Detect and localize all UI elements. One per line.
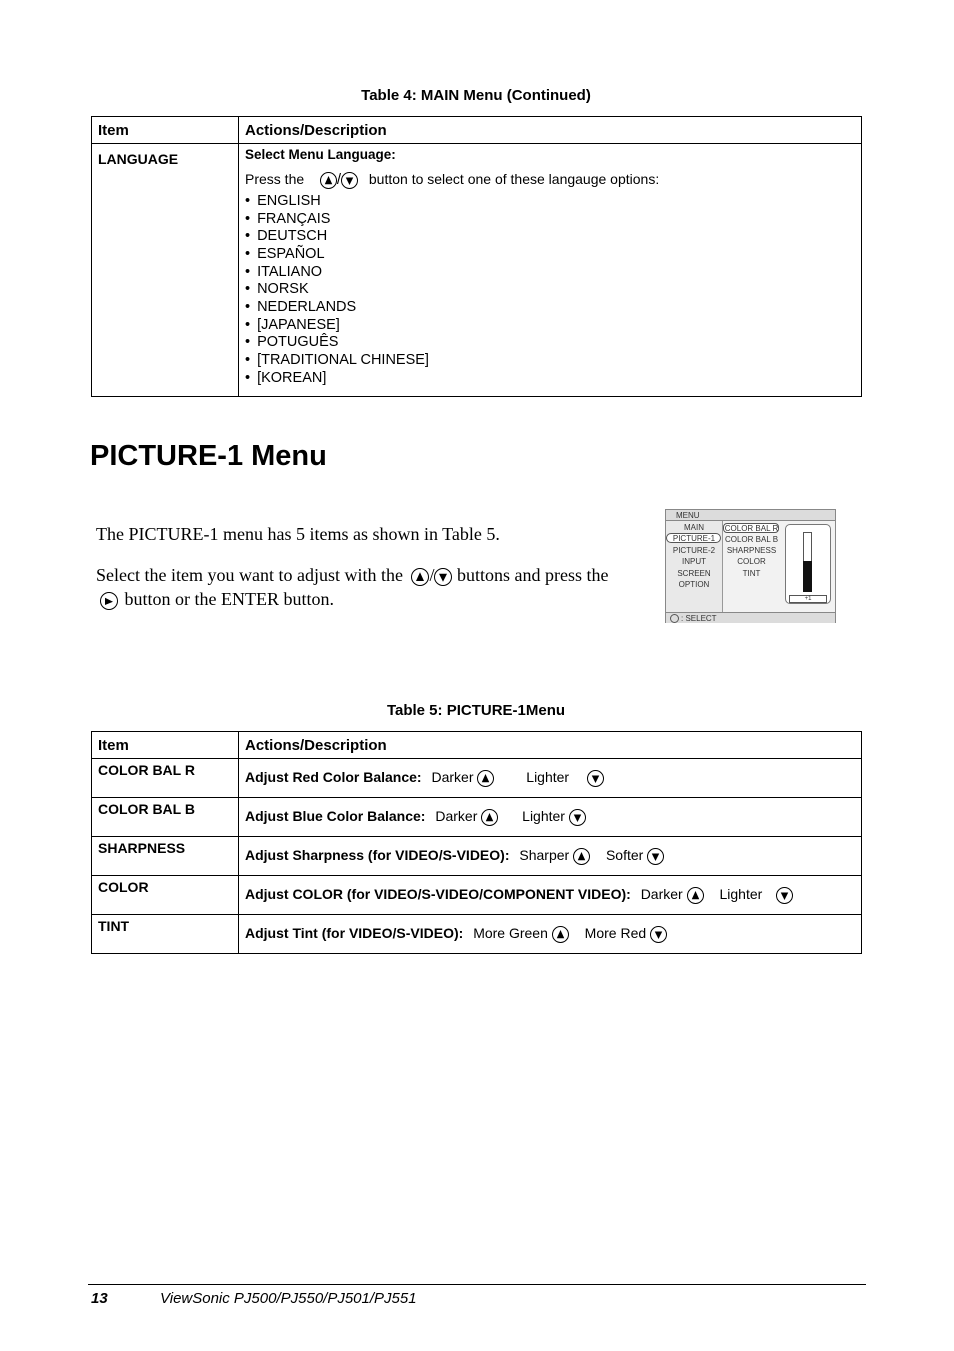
up-arrow-icon [573,848,590,865]
table4-item-language: LANGUAGE [92,144,239,397]
right-arrow-icon [100,592,118,610]
up-arrow-icon [320,172,337,189]
osd-left-item: PICTURE-1 [672,534,716,543]
row-up-label: More Green [473,925,548,942]
table-row [92,837,862,876]
slash: / [429,565,435,585]
row-down-label: Lighter [522,808,565,825]
table5-desc [239,798,862,837]
row-up-label: Sharper [519,847,570,864]
table4 [91,116,862,397]
down-arrow-icon [341,172,358,189]
table5 [91,731,862,954]
table5-item: COLOR [92,876,239,915]
table5-item: TINT [92,915,239,954]
table5-header-desc: Actions/Description [239,732,862,759]
row-action: Adjust Blue Color Balance: [245,808,426,825]
table-row [92,876,862,915]
osd-left-item: OPTION [678,580,710,589]
table5-header-item: Item [92,732,239,759]
select-pad-icon [670,614,679,623]
language-item: • FRANÇAIS [245,211,861,229]
down-arrow-icon [587,770,604,787]
table5-desc [239,876,862,915]
osd-select-label: : SELECT [681,614,717,623]
row-up-label: Darker [435,808,478,825]
para2-part-a: Select the item you want to adjust with the [96,565,403,585]
language-item: • POTUGUÊS [245,334,861,352]
osd-right-item: TINT [742,569,761,578]
language-item: • NEDERLANDS [245,299,861,317]
down-arrow-icon [569,809,586,826]
osd-left-item: INPUT [682,557,706,566]
osd-menu-screenshot [665,509,836,623]
section-para2 [96,563,656,611]
osd-left-item: PICTURE-2 [672,546,716,555]
down-arrow-icon [647,848,664,865]
row-down-label: More Red [584,925,647,942]
table5-item: COLOR BAL R [92,759,239,798]
row-action: Adjust Red Color Balance: [245,769,422,786]
down-arrow-icon [434,568,452,586]
language-list [245,193,861,388]
language-item: • ENGLISH [245,193,861,211]
language-item: • [TRADITIONAL CHINESE] [245,352,861,370]
row-up-label: Darker [431,769,474,786]
row-down-label: Softer [605,847,644,864]
table-row [92,798,862,837]
osd-value: +1 [789,595,827,603]
language-item: • ITALIANO [245,264,861,282]
table5-item: COLOR BAL B [92,798,239,837]
para2-part-c: button or the ENTER button. [124,589,334,609]
row-up-label: Darker [640,886,683,903]
up-arrow-icon [411,568,429,586]
press-prefix: Press the [245,171,305,187]
table-row [92,915,862,954]
osd-right-item: COLOR [737,557,766,566]
osd-left-panel [666,521,723,612]
osd-right-item: SHARPNESS [726,546,777,555]
osd-menu-label: MENU [676,511,700,520]
up-arrow-icon [687,887,704,904]
osd-slider-fill [803,561,812,592]
language-press-line [245,171,861,189]
footer-product: ViewSonic PJ500/PJ550/PJ501/PJ551 [160,1290,417,1307]
up-arrow-icon [481,809,498,826]
table4-header-item: Item [92,117,239,144]
table5-caption: Table 5: PICTURE-1Menu [386,702,566,719]
down-arrow-icon [776,887,793,904]
press-suffix: button to select one of these langauge options: [368,171,660,187]
row-action: Adjust COLOR (for VIDEO/S-VIDEO/COMPONENT VIDEO): [245,886,631,903]
row-down-label: Lighter [719,886,763,903]
table5-item: SHARPNESS [92,837,239,876]
table4-header-desc: Actions/Description [239,117,862,144]
row-action: Adjust Sharpness (for VIDEO/S-VIDEO): [245,847,510,864]
osd-right-item: COLOR BAL B [724,535,779,544]
osd-right-item: COLOR BAL R [724,524,779,533]
table5-desc [239,915,862,954]
table4-desc-language [239,144,862,397]
section-title: PICTURE-1 Menu [90,440,327,472]
language-item: • ESPAÑOL [245,246,861,264]
osd-right-panel [723,521,835,612]
table5-desc [239,837,862,876]
section-para1: The PICTURE-1 menu has 5 items as shown in Table 5. [96,524,500,544]
page-number: 13 [91,1290,108,1307]
row-down-label: Lighter [526,769,570,786]
slash: / [336,171,342,188]
table5-desc [239,759,862,798]
table4-caption: Table 4: MAIN Menu (Continued) [361,87,591,104]
table-row [92,759,862,798]
language-title: Select Menu Language: [245,147,396,162]
up-arrow-icon [552,926,569,943]
para2-part-b: buttons and press the [456,565,609,585]
down-arrow-icon [650,926,667,943]
language-item: • [JAPANESE] [245,317,861,335]
osd-left-item: SCREEN [677,569,711,578]
language-item: • DEUTSCH [245,228,861,246]
up-arrow-icon [477,770,494,787]
language-item: • NORSK [245,281,861,299]
osd-left-item: MAIN [684,523,704,532]
language-item: • [KOREAN] [245,370,861,388]
row-action: Adjust Tint (for VIDEO/S-VIDEO): [245,925,464,942]
footer-divider [88,1284,866,1285]
